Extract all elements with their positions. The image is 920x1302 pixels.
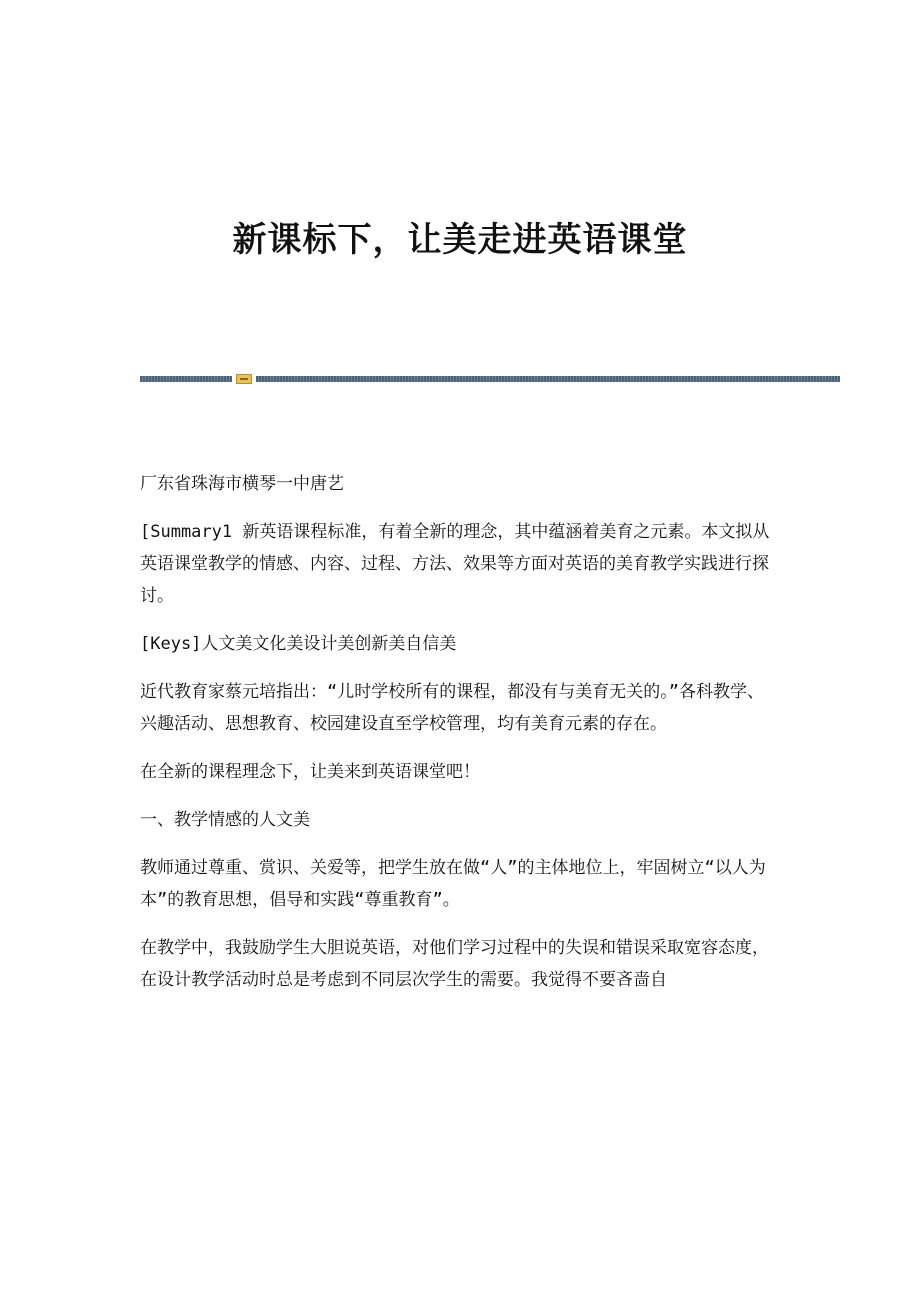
divider-bar-left	[140, 376, 232, 382]
keywords-paragraph: [Keys]人文美文化美设计美创新美自信美	[140, 634, 457, 654]
divider-ornament-icon	[236, 374, 252, 384]
section-heading: 一、教学情感的人文美	[140, 810, 310, 830]
document-body	[140, 468, 780, 1012]
document-title: 新课标下，让美走进英语课堂	[232, 220, 688, 260]
author-line: 厂东省珠海市横琴一中唐艺	[140, 474, 344, 494]
divider-bar-right	[256, 376, 840, 382]
body-paragraph: 在全新的课程理念下，让美来到英语课堂吧！	[140, 762, 480, 782]
body-paragraph: 近代教育家蔡元培指出：“儿时学校所有的课程，都没有与美育无关的。”各科教学、兴趣活动、思想教育、校园建设直至学校管理，均有美育元素的存在。	[140, 682, 764, 734]
body-paragraph: 在教学中，我鼓励学生大胆说英语，对他们学习过程中的失误和错误采取宽容态度，在设计教学活动时总是考虑到不同层次学生的需要。我觉得不要吝啬自	[140, 938, 769, 990]
body-paragraph: 教师通过尊重、赏识、关爱等，把学生放在做“人”的主体地位上，牢固树立“以人为本”的教育思想，倡导和实践“尊重教育”。	[140, 858, 766, 910]
title-divider	[140, 374, 840, 384]
summary-paragraph: [Summary1 新英语课程标准，有着全新的理念，其中蕴涵着美育之元素。本文拟从英语课堂教学的情感、内容、过程、方法、效果等方面对英语的美育教学实践进行探讨。	[140, 522, 770, 606]
